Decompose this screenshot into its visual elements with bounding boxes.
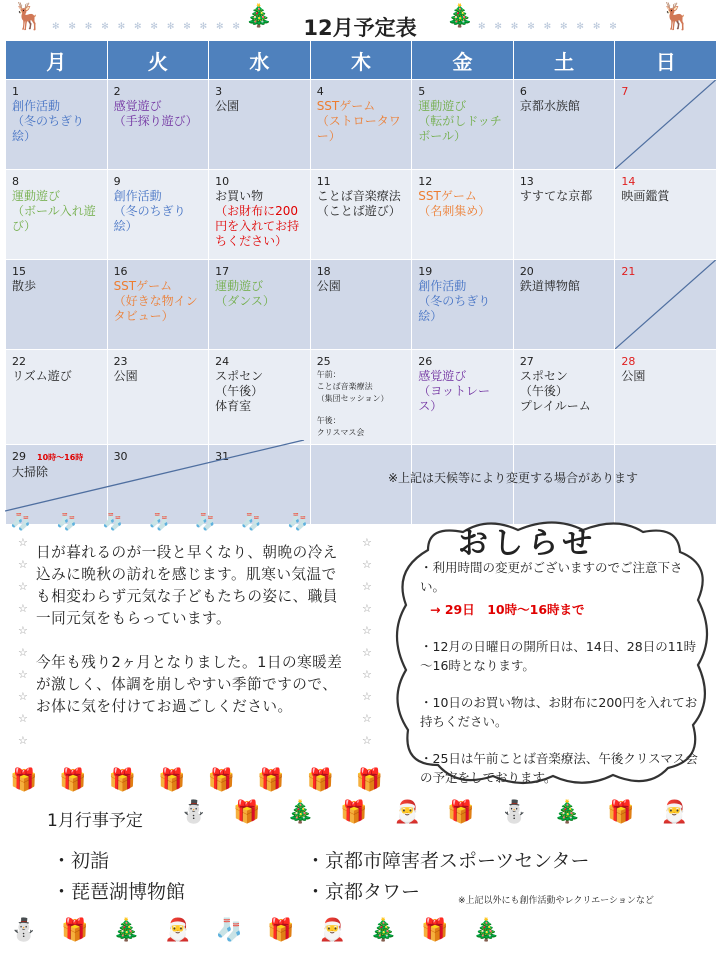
stocking-icon: 🧦: [10, 512, 57, 532]
calendar-cell: [513, 350, 615, 445]
activity-text: SSTゲーム: [418, 189, 477, 203]
snowman-icon: ⛄: [500, 800, 554, 825]
activity-text: 公園: [621, 369, 646, 383]
calendar-cell: [310, 80, 412, 170]
activity-text: 感覚遊び: [113, 99, 162, 113]
activity-text: （午後）: [215, 384, 264, 398]
gift-icon: 🎁: [607, 800, 661, 825]
gift-icon: 🎁: [306, 768, 356, 793]
next-month-decoration: [180, 800, 714, 825]
christmas-tree-icon: 🎄: [369, 918, 422, 943]
calendar-cell: [412, 350, 514, 445]
stocking-icon: 🧦: [102, 512, 149, 532]
day-number: 24: [215, 355, 230, 368]
gift-icon-row: [10, 768, 720, 793]
activity-text: 感覚遊び: [418, 369, 467, 383]
activity-text: （ダンス）: [215, 294, 275, 308]
stocking-icon: 🧦: [148, 512, 195, 532]
gift-icon: 🎁: [61, 918, 113, 943]
calendar-cell: [615, 80, 717, 170]
gift-icon: 🎁: [158, 768, 208, 793]
calendar-cell: [513, 80, 615, 170]
calendar-cell: [6, 350, 108, 445]
notice-item-1-detail: → 29日 10時～16時まで: [430, 602, 585, 617]
activity-text: （お財布に200円を入れてお持ちください）: [215, 204, 300, 248]
calendar-cell: [209, 350, 311, 445]
santa-icon: 🎅: [393, 800, 448, 825]
day-number: 3: [215, 85, 223, 98]
day-number: 28: [621, 355, 636, 368]
day-number: 31: [215, 450, 230, 463]
calendar-cell: [209, 260, 311, 350]
day-number: 17: [215, 265, 230, 278]
day-number: 14: [621, 175, 636, 188]
christmas-tree-icon: 🎄: [245, 4, 273, 29]
activity-text: 創作活動: [12, 99, 61, 113]
calendar-cell: [107, 350, 209, 445]
day-number: 27: [519, 355, 534, 368]
activity-text: （ヨットレース）: [418, 384, 491, 413]
activity-text: （冬のちぎり絵）: [113, 204, 186, 233]
activity-text: 公園: [316, 279, 341, 293]
notice-item-4: ・25日は午前ことば音楽療法、午後クリスマス会の予定をしております。: [420, 751, 698, 785]
greeting-box: [12, 532, 372, 767]
reindeer-icon: 🦌: [12, 2, 45, 32]
activity-text: （冬のちぎり絵）: [418, 294, 491, 323]
santa-icon: 🎅: [164, 918, 216, 943]
calendar-cell: [513, 170, 615, 260]
activity-text: （好きな物インタビュー）: [113, 294, 198, 323]
day-number: 9: [113, 175, 121, 188]
calendar-cell: [6, 80, 108, 170]
weekday-sun: 日: [615, 41, 717, 80]
activity-text: お買い物: [215, 189, 264, 203]
activity-text: [317, 405, 406, 415]
calendar-cell: [615, 260, 717, 350]
calendar-week-4: [6, 350, 717, 445]
weekday-mon: 月: [6, 41, 108, 80]
day-number: 18: [316, 265, 331, 278]
activity-text: スポセン: [215, 369, 264, 383]
activity-text: 公園: [215, 99, 240, 113]
day-number: 5: [418, 85, 426, 98]
stocking-icon: 🧦: [240, 512, 288, 532]
activity-text: 公園: [113, 369, 138, 383]
stocking-icon: 🧦: [56, 512, 103, 532]
notice-item-2: ・12月の日曜日の開所日は、14日、28日の11時～16時となります。: [420, 639, 697, 673]
calendar-cell: [209, 170, 311, 260]
activity-text: （ことば遊び）: [316, 204, 401, 218]
activity-text: リズム遊び: [12, 369, 72, 383]
day-number: 22: [12, 355, 26, 368]
calendar-week-3: [6, 260, 717, 350]
gift-icon: 🎁: [108, 768, 159, 793]
calendar-cell: [412, 260, 514, 350]
calendar-cell: [209, 80, 311, 170]
day-number: 23: [113, 355, 128, 368]
weekday-wed: 水: [209, 41, 311, 80]
christmas-tree-icon: 🎄: [553, 800, 608, 825]
activity-text: （手探り遊び）: [113, 114, 198, 128]
activity-text: ことば音楽療法: [316, 189, 401, 203]
weekday-thu: 木: [310, 41, 412, 80]
day-number: 2: [113, 85, 121, 98]
day-number: 15: [12, 265, 26, 278]
calendar-cell: [615, 170, 717, 260]
activity-text: 大掃除: [12, 465, 49, 479]
notice-title: おしらせ: [458, 526, 598, 561]
santa-icon: 🎅: [318, 918, 370, 943]
calendar-cell: [412, 170, 514, 260]
notice-item-1: ・利用時間の変更がございますのでご注意下さい。: [420, 560, 683, 594]
greeting-paragraph-1: 日が暮れるのが一段と早くなり、朝晩の冷え込みに晩秋の訪れを感じます。肌寒い気温でも相変わらず元気な子どもたちの姿に、職員一同元気をもらっています。: [36, 544, 338, 627]
christmas-tree-icon: 🎄: [472, 918, 525, 943]
day-number: 16: [113, 265, 128, 278]
day-number: 19: [418, 265, 433, 278]
activity-text: （冬のちぎり絵）: [12, 114, 85, 143]
activity-text: （ストロータワー）: [316, 114, 401, 143]
snowman-icon: ⛄: [180, 800, 234, 825]
christmas-tree-icon: 🎄: [446, 4, 474, 29]
calendar-cell: [615, 350, 717, 445]
activity-text: （ボール入れ遊び）: [12, 204, 96, 233]
activity-text: 鉄道博物館: [519, 279, 580, 293]
day-number: 4: [316, 85, 324, 98]
gift-icon: 🎁: [207, 768, 258, 793]
activity-text: プレイルーム: [519, 399, 591, 413]
diagonal-line: [5, 440, 305, 512]
calendar-cell: [310, 170, 412, 260]
event-item: ・京都タワー: [306, 881, 421, 903]
gift-icon: 🎁: [355, 768, 406, 793]
gift-icon: 🎁: [421, 918, 473, 943]
day-number: 25: [316, 355, 331, 368]
calendar-cell: [412, 80, 514, 170]
calendar-cell: [107, 80, 209, 170]
gift-icon: 🎁: [340, 800, 394, 825]
star-icon-column-left: ☆ ☆ ☆ ☆ ☆ ☆ ☆ ☆ ☆ ☆: [18, 536, 28, 747]
stocking-row: [10, 512, 385, 532]
activity-text: （午後）: [519, 384, 568, 398]
day-number: 26: [418, 355, 433, 368]
day-number: 13: [519, 175, 534, 188]
day-number: 30: [113, 450, 128, 463]
diagonal-line: [615, 260, 716, 349]
day-number: 1: [12, 85, 19, 98]
footnote: ※上記以外にも創作活動やレクリエーションなど: [458, 896, 654, 906]
diagonal-line: [615, 80, 716, 169]
notice-item-3: ・10日のお買い物は、お財布に200円を入れてお持ちください。: [420, 695, 698, 729]
santa-icon: 🎅: [660, 800, 715, 825]
day-number: 20: [519, 265, 534, 278]
weekday-fri: 金: [412, 41, 514, 80]
snowflake-dots-right: ✻ ✻ ✻ ✻ ✻ ✻ ✻ ✻ ✻: [478, 22, 620, 32]
calendar-notice: ※上記は天候等により変更する場合があります: [388, 471, 639, 485]
greeting-paragraph-2: 今年も残り2ヶ月となりました。1日の寒暖差が激しく、体調を崩しやすい季節ですので、お体に気を付けてお過ごしください。: [36, 654, 343, 715]
activity-text: 運動遊び: [418, 99, 467, 113]
calendar-cell: [6, 170, 108, 260]
page-title: 12月予定表: [303, 16, 417, 40]
day-number: 11: [316, 175, 331, 188]
gift-icon: 🎁: [447, 800, 501, 825]
day-number: 10: [215, 175, 230, 188]
day-number: 21: [621, 265, 636, 278]
hours-note: 10時～16時: [37, 453, 84, 462]
star-icon-column-right: ☆ ☆ ☆ ☆ ☆ ☆ ☆ ☆ ☆ ☆: [362, 536, 372, 747]
snowflake-dots-left: ✻ ✻ ✻ ✻ ✻ ✻ ✻ ✻ ✻ ✻ ✻ ✻: [52, 22, 243, 32]
activity-text: 散歩: [12, 279, 37, 293]
event-item: ・京都市障害者スポーツセンター: [306, 850, 590, 872]
stocking-icon: 🧦: [215, 918, 268, 943]
calendar-cell: [6, 260, 108, 350]
day-number: 29 10時～16時: [12, 450, 84, 463]
stocking-icon: 🧦: [194, 512, 241, 532]
calendar-cell: [107, 170, 209, 260]
day-number: 12: [418, 175, 433, 188]
gift-icon: 🎁: [257, 768, 307, 793]
activity-text: すすてな京都: [519, 189, 593, 203]
activity-text: 体育室: [215, 399, 252, 413]
calendar-week-1: [6, 80, 717, 170]
activity-text: 創作活動: [113, 189, 162, 203]
weekday-header-row: [6, 41, 717, 80]
activity-text: クリスマス会: [316, 428, 365, 437]
activity-text: 午前：: [316, 370, 341, 379]
activity-text: （転がしドッチボール）: [418, 114, 502, 143]
day-number: 8: [12, 175, 19, 188]
event-item: ・琵琶湖博物館: [52, 881, 186, 903]
calendar-cell: [107, 260, 209, 350]
weekday-tue: 火: [107, 41, 209, 80]
weekday-sat: 土: [513, 41, 615, 80]
activity-text: 映画鑑賞: [621, 189, 670, 203]
day-number: 6: [519, 85, 527, 98]
activity-text: ことば音楽療法: [316, 382, 373, 391]
snowman-icon: ⛄: [10, 918, 62, 943]
gift-icon: 🎁: [267, 918, 319, 943]
bottom-decoration-row: [10, 918, 720, 943]
stocking-icon: 🧦: [287, 512, 334, 532]
gift-icon: 🎁: [10, 768, 60, 793]
gift-icon: 🎁: [233, 800, 287, 825]
calendar-cell: [310, 350, 412, 445]
calendar-cell: [310, 260, 412, 350]
event-item: ・初詣: [52, 850, 110, 872]
next-month-title: 1月行事予定: [47, 811, 143, 831]
activity-text: （集団セッション）: [316, 394, 389, 403]
activity-text: 京都水族館: [519, 99, 580, 113]
calendar-week-2: [6, 170, 717, 260]
activity-text: 運動遊び: [215, 279, 264, 293]
activity-text: SSTゲーム: [113, 279, 173, 293]
activity-text: 創作活動: [418, 279, 467, 293]
activity-text: スポセン: [519, 369, 568, 383]
christmas-tree-icon: 🎄: [286, 800, 341, 825]
activity-text: （名刺集め）: [418, 204, 491, 218]
activity-text: SSTゲーム: [316, 99, 376, 113]
day-number: 7: [621, 85, 629, 98]
activity-text: 運動遊び: [12, 189, 61, 203]
gift-icon: 🎁: [59, 768, 109, 793]
calendar-cell: [513, 260, 615, 350]
reindeer-icon: 🦌: [660, 2, 693, 32]
activity-text: 午後：: [316, 416, 341, 425]
christmas-tree-icon: 🎄: [112, 918, 165, 943]
